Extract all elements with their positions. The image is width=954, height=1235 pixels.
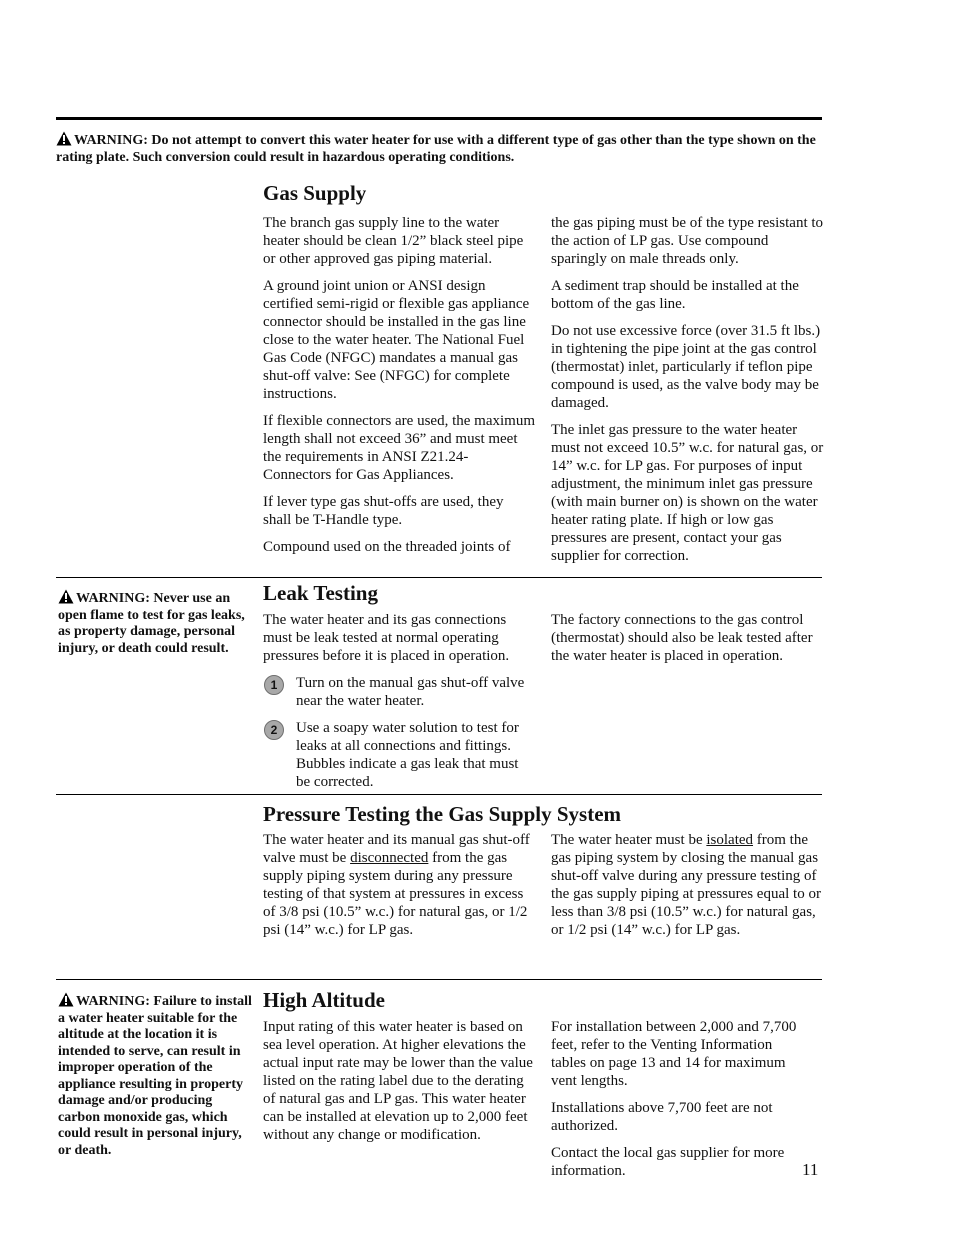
paragraph: the gas piping must be of the type resistant to the action of LP gas. Use compound sparingly on male threads only. xyxy=(551,215,824,267)
warning-label: WARNING: xyxy=(76,591,150,606)
step-1 xyxy=(263,674,535,710)
page-number: 11 xyxy=(802,1160,819,1179)
step-number-badge: 1 xyxy=(264,675,284,695)
step-number-badge: 2 xyxy=(264,720,284,740)
paragraph: Contact the local gas supplier for more information. xyxy=(551,1145,785,1179)
warning-triangle-icon xyxy=(58,589,74,604)
paragraph xyxy=(551,831,826,939)
gas-supply-col2 xyxy=(551,214,826,574)
paragraph: Installations above 7,700 feet are not authorized. xyxy=(551,1100,773,1134)
pressure-testing-heading: Pressure Testing the Gas Supply System xyxy=(263,802,622,826)
step-text: Use a soapy water solution to test for leaks at all connections and fittings. Bubbles indicate a gas leak that must be corrected. xyxy=(296,720,519,790)
paragraph: The inlet gas pressure to the water heater must not exceed 10.5” w.c. for natural gas, or 14” w.c. for LP gas. For purposes of input adjustment, the minimum inlet gas pressure (with main burner on) is shown on the water heater rating plate. If high or low gas pressures are present, contact your gas supplier for correction. xyxy=(551,422,824,564)
text-run: from the gas piping system by closing the manual gas shut-off valve during any pressure testing of the gas supply piping at pressures equal to or less than 3/8 psi (10.5” w.c.) for natural gas, or 1/2 psi (14” w.c.) for LP gas. xyxy=(551,832,821,938)
warning-text: Do not attempt to convert this water heater for use with a different type of gas other than the type shown on the rating plate. Such conversion could result in hazardous operating conditions. xyxy=(56,133,816,165)
leak-testing-col2 xyxy=(551,611,826,674)
paragraph: A ground joint union or ANSI design certified semi-rigid or flexible gas appliance connector should be installed in the gas line close to the water heater. The National Fuel Gas Code (NFGC) mandates a manual gas shut-off valve: See (NFGC) for complete instructions. xyxy=(263,278,530,402)
paragraph: The factory connections to the gas control (thermostat) should also be leak tested after the water heater is placed in operation. xyxy=(551,612,813,664)
high-altitude-heading: High Altitude xyxy=(263,988,385,1012)
high-altitude-col2 xyxy=(551,1018,811,1189)
paragraph: If flexible connectors are used, the maximum length shall not exceed 36” and must meet the requirements in ANSI Z21.24-Connectors for Gas Appliances. xyxy=(263,413,535,483)
section-divider xyxy=(56,794,822,795)
text-run: from the gas supply piping system during any pressure testing of that system at pressures in excess of 3/8 psi (10.5” w.c.) for natural gas, or 1/2 psi (14” w.c.) for LP gas. xyxy=(263,850,528,938)
leak-testing-col1 xyxy=(263,611,535,800)
altitude-warning xyxy=(58,992,254,1159)
underlined-term: disconnected xyxy=(350,850,429,866)
pressure-testing-col2 xyxy=(551,831,826,948)
section-divider xyxy=(56,979,822,980)
step-2 xyxy=(263,719,535,791)
paragraph: A sediment trap should be installed at the bottom of the gas line. xyxy=(551,278,799,312)
leak-warning xyxy=(58,589,254,657)
text-run: The water heater must be xyxy=(551,832,707,848)
paragraph xyxy=(263,831,535,939)
warning-triangle-icon xyxy=(56,131,72,146)
top-warning xyxy=(56,131,824,166)
section-divider xyxy=(56,577,822,578)
top-rule xyxy=(56,117,822,120)
leak-testing-heading: Leak Testing xyxy=(263,581,378,605)
paragraph: Compound used on the threaded joints of xyxy=(263,539,511,555)
warning-text: Never use an open flame to test for gas leaks, as property damage, personal injury, or death could result. xyxy=(58,591,245,656)
warning-text: Failure to install a water heater suitable for the altitude at the location it is intended to serve, can result in improper operation of the appliance resulting in property damage and/or producing carbon monoxide gas, which could result in personal injury, or death. xyxy=(58,994,252,1158)
paragraph: The water heater and its gas connections must be leak tested at normal operating pressures before it is placed in operation. xyxy=(263,612,510,664)
paragraph: Input rating of this water heater is based on sea level operation. At higher elevations the actual input rate may be lower than the value listed on the rating label due to the derating of natural gas and LP gas. This water heater can be installed at elevation up to 2,000 feet without any change or modification. xyxy=(263,1019,533,1143)
warning-label: WARNING: xyxy=(76,994,150,1009)
gas-supply-col1 xyxy=(263,214,535,565)
gas-supply-heading: Gas Supply xyxy=(263,181,367,205)
step-text: Turn on the manual gas shut-off valve near the water heater. xyxy=(296,675,525,709)
underlined-term: isolated xyxy=(706,832,754,848)
warning-label: WARNING: xyxy=(74,133,148,148)
paragraph: Do not use excessive force (over 31.5 ft lbs.) in tightening the pipe joint at the gas control (thermostat) inlet, particularly if teflon pipe compound is used, as the valve body may be damaged. xyxy=(551,323,821,411)
text-run: The water heater and its manual gas shut-off valve must be xyxy=(263,832,530,866)
high-altitude-col1 xyxy=(263,1018,535,1153)
paragraph: If lever type gas shut-offs are used, they shall be T-Handle type. xyxy=(263,494,504,528)
paragraph: The branch gas supply line to the water heater should be clean 1/2” black steel pipe or other approved gas piping material. xyxy=(263,215,524,267)
warning-triangle-icon xyxy=(58,992,74,1007)
pressure-testing-col1 xyxy=(263,831,535,948)
paragraph: For installation between 2,000 and 7,700 feet, refer to the Venting Information tables on page 13 and 14 for maximum vent lengths. xyxy=(551,1019,797,1089)
